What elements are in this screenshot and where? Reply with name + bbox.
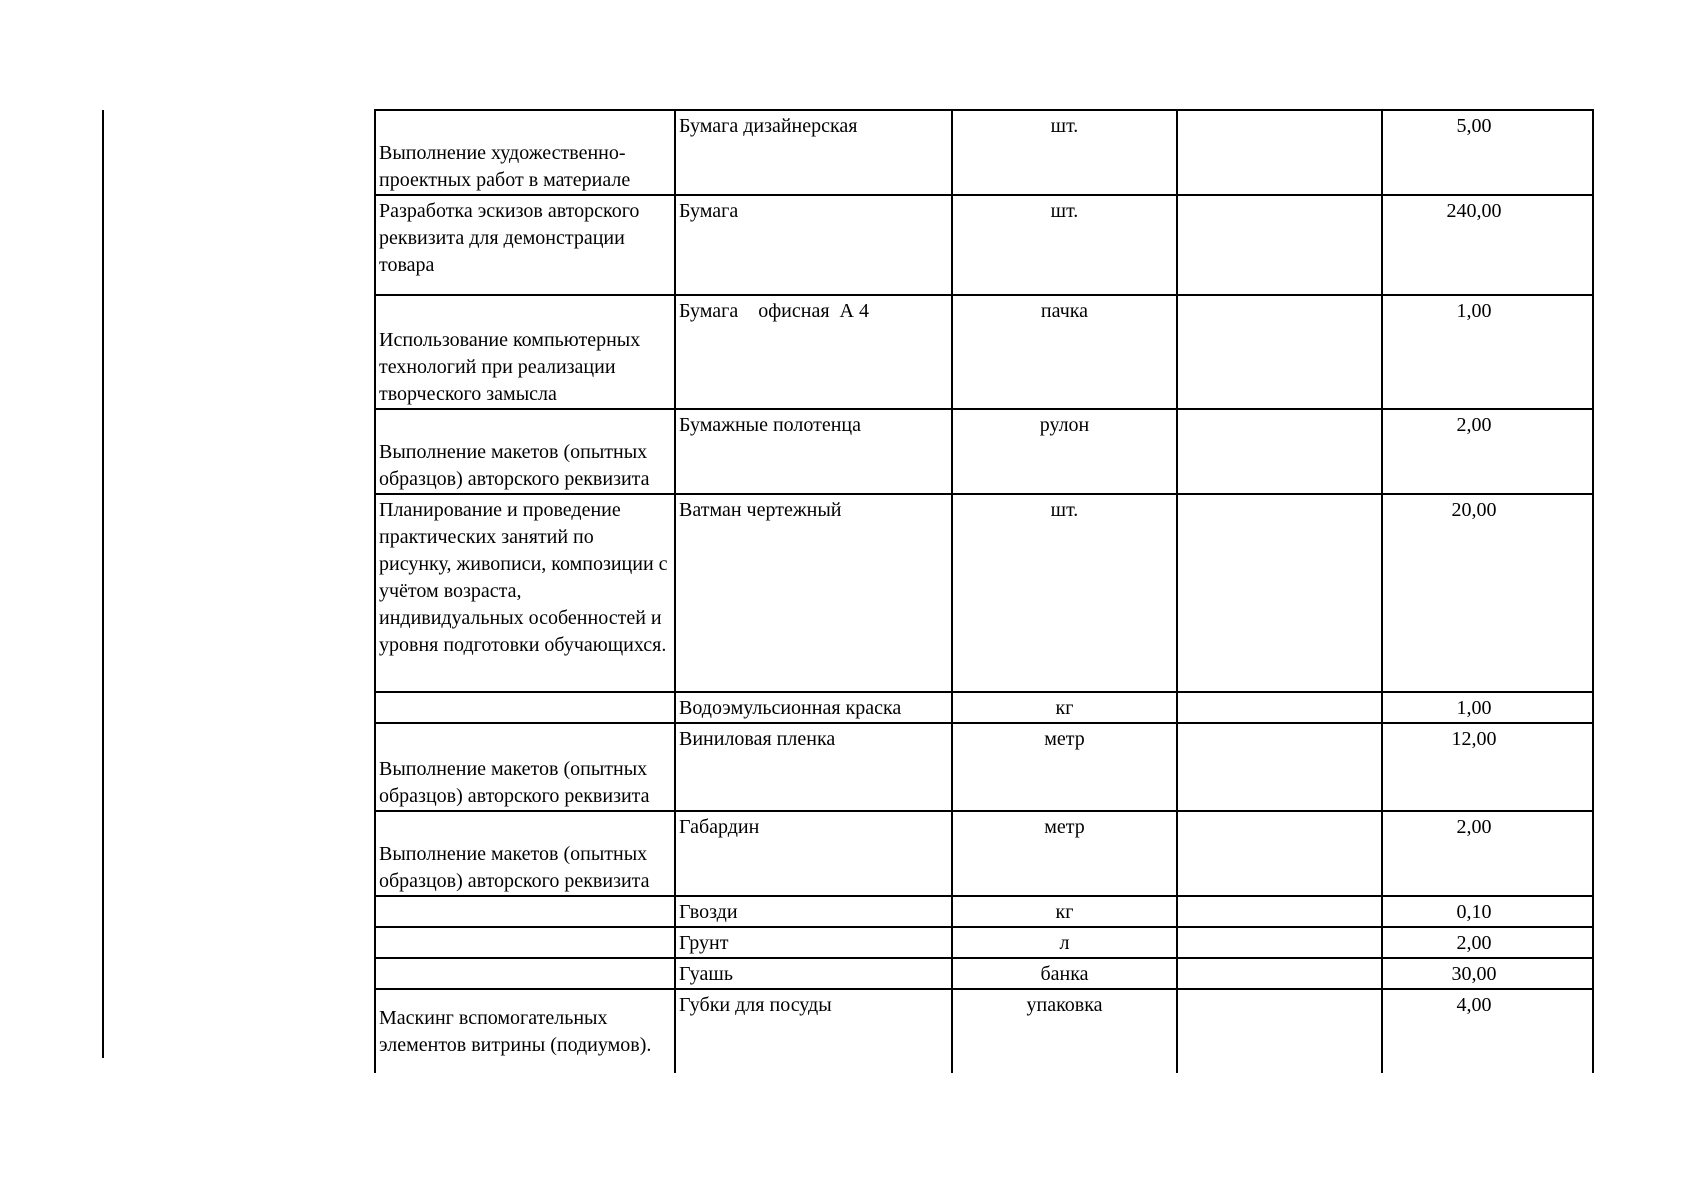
unit-cell: шт. <box>952 110 1177 195</box>
empty-cell <box>1177 295 1382 409</box>
table-row <box>375 927 1593 958</box>
material-cell: Бумага дизайнерская <box>675 110 952 195</box>
empty-cell <box>1177 692 1382 723</box>
empty-cell <box>1177 927 1382 958</box>
empty-cell <box>1177 110 1382 195</box>
unit-cell: кг <box>952 692 1177 723</box>
unit-cell: пачка <box>952 295 1177 409</box>
table-row <box>375 494 1593 692</box>
work-cell: Использование компьютерных технологий при реализации творческого замысла <box>375 295 675 409</box>
quantity-cell: 2,00 <box>1382 409 1593 494</box>
quantity-cell: 12,00 <box>1382 723 1593 811</box>
work-cell <box>375 692 675 723</box>
table-row <box>375 896 1593 927</box>
material-cell: Бумага <box>675 195 952 295</box>
empty-cell <box>1177 811 1382 896</box>
work-cell <box>375 958 675 989</box>
table-row <box>375 989 1593 1073</box>
quantity-cell: 4,00 <box>1382 989 1593 1073</box>
material-cell: Виниловая пленка <box>675 723 952 811</box>
table-row <box>375 958 1593 989</box>
quantity-cell: 0,10 <box>1382 896 1593 927</box>
work-cell: Разработка эскизов авторского реквизита для демонстрации товара <box>375 195 675 295</box>
unit-cell: рулон <box>952 409 1177 494</box>
empty-cell <box>1177 409 1382 494</box>
table-row <box>375 409 1593 494</box>
material-cell: Бумажные полотенца <box>675 409 952 494</box>
work-cell <box>375 927 675 958</box>
work-cell: Планирование и проведение практических занятий по рисунку, живописи, композиции с учётом возраста, индивидуальных особенностей и уровня подготовки обучающихся. <box>375 494 675 692</box>
table-row <box>375 692 1593 723</box>
unit-cell: шт. <box>952 195 1177 295</box>
material-cell: Грунт <box>675 927 952 958</box>
work-cell: Выполнение художественно-проектных работ в материале <box>375 110 675 195</box>
unit-cell: упаковка <box>952 989 1177 1073</box>
empty-cell <box>1177 989 1382 1073</box>
table-row <box>375 110 1593 195</box>
material-cell: Гуашь <box>675 958 952 989</box>
work-cell <box>375 896 675 927</box>
work-cell: Выполнение макетов (опытных образцов) авторского реквизита <box>375 811 675 896</box>
work-cell: Выполнение макетов (опытных образцов) авторского реквизита <box>375 409 675 494</box>
unit-cell: метр <box>952 811 1177 896</box>
empty-cell <box>1177 958 1382 989</box>
table-row <box>375 811 1593 896</box>
table-row <box>375 195 1593 295</box>
material-cell: Бумага офисная А 4 <box>675 295 952 409</box>
quantity-cell: 2,00 <box>1382 927 1593 958</box>
material-cell: Габардин <box>675 811 952 896</box>
materials-table <box>374 109 1594 1073</box>
material-cell: Гвозди <box>675 896 952 927</box>
work-cell: Выполнение макетов (опытных образцов) авторского реквизита <box>375 723 675 811</box>
quantity-cell: 30,00 <box>1382 958 1593 989</box>
table-row <box>375 295 1593 409</box>
unit-cell: кг <box>952 896 1177 927</box>
unit-cell: банка <box>952 958 1177 989</box>
quantity-cell: 5,00 <box>1382 110 1593 195</box>
unit-cell: л <box>952 927 1177 958</box>
quantity-cell: 2,00 <box>1382 811 1593 896</box>
empty-cell <box>1177 723 1382 811</box>
empty-cell <box>1177 195 1382 295</box>
unit-cell: шт. <box>952 494 1177 692</box>
work-cell: Маскинг вспомогательных элементов витрины (подиумов). <box>375 989 675 1073</box>
table-row <box>375 723 1593 811</box>
unit-cell: метр <box>952 723 1177 811</box>
material-cell: Губки для посуды <box>675 989 952 1073</box>
quantity-cell: 1,00 <box>1382 295 1593 409</box>
quantity-cell: 240,00 <box>1382 195 1593 295</box>
left-margin-rule <box>102 110 104 1058</box>
material-cell: Ватман чертежный <box>675 494 952 692</box>
material-cell: Водоэмульсионная краска <box>675 692 952 723</box>
quantity-cell: 1,00 <box>1382 692 1593 723</box>
empty-cell <box>1177 896 1382 927</box>
empty-cell <box>1177 494 1382 692</box>
quantity-cell: 20,00 <box>1382 494 1593 692</box>
